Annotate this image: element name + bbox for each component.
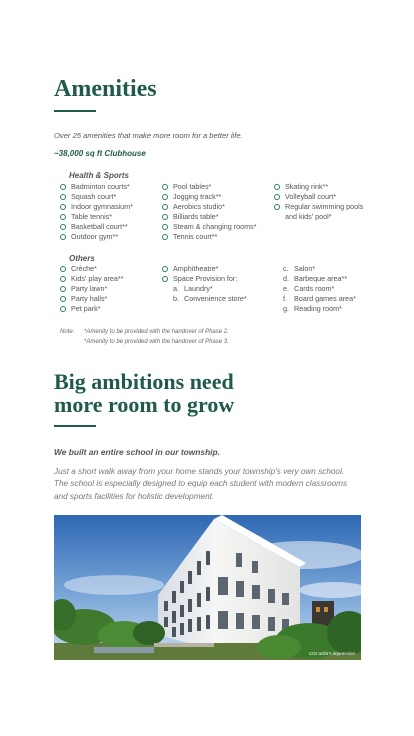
school-title-line-2: more room to grow [54,392,235,417]
circle-bullet-icon [60,224,66,230]
others-col-3 [283,264,356,314]
list-item: Volleyball court* [274,192,363,202]
others-col-1 [60,264,124,314]
list-item: Amphitheatre* [162,264,247,274]
circle-bullet-icon [162,234,168,240]
sub-list-item: e. Cards room* [283,283,335,293]
image-caption: CGI artist's impression [308,651,355,656]
title-rule [54,110,96,112]
note-phase-3: *Amenity to be provided with the handover of Phase 3. [84,339,229,345]
circle-bullet-icon [60,286,66,292]
list-item: Regular swimming pools [274,202,363,212]
sub-list-item: g. Reading room* [283,303,342,313]
school-building-image [54,515,361,660]
note-phase-2: *Amenity to be provided with the handover of Phase 2. [84,329,229,335]
list-item: Crèche* [60,264,124,274]
note-label: Note: [60,329,75,335]
circle-bullet-icon [274,184,280,190]
list-item: Steam & changing rooms* [162,222,257,232]
list-item: Party halls* [60,294,124,304]
list-item: Skating rink** [274,182,363,192]
circle-bullet-icon [162,204,168,210]
list-item: Space Provision for: [162,274,247,284]
list-item: Jogging track** [162,192,257,202]
others-heading: Others [69,254,95,263]
circle-bullet-icon [162,214,168,220]
health-col-2 [162,182,257,241]
clubhouse-size: ~38,000 sq ft Clubhouse [54,149,146,158]
circle-bullet-icon [274,204,280,210]
list-item: Pool tables* [162,182,257,192]
amenities-title: Amenities [54,76,157,102]
list-item: Billiards table* [162,212,257,222]
circle-bullet-icon [60,296,66,302]
circle-bullet-icon [60,214,66,220]
school-title-line-1: Big ambitions need [54,369,234,394]
circle-bullet-icon [60,234,66,240]
others-col-2 [162,264,247,304]
list-item: Party lawn* [60,284,124,294]
school-title [54,370,234,416]
circle-bullet-icon [162,194,168,200]
circle-bullet-icon [162,224,168,230]
list-item-continued: and kids' pool* [285,211,332,221]
circle-bullet-icon [162,276,168,282]
circle-bullet-icon [60,306,66,312]
list-item: Squash court* [60,192,133,202]
circle-bullet-icon [60,266,66,272]
circle-bullet-icon [162,184,168,190]
list-item: Table tennis* [60,212,133,222]
list-item: Kids' play area** [60,274,124,284]
sub-list-item: a. Laundry* [173,283,213,293]
health-col-3 [274,182,363,222]
sub-list-item: c. Salon* [283,264,316,273]
health-sports-heading: Health & Sports [69,171,130,180]
list-item: Indoor gymnasium* [60,202,133,212]
amenities-subtitle: Over 25 amenities that make more room for a better life. [54,131,243,140]
circle-bullet-icon [274,194,280,200]
school-lead: We built an entire school in our township. [54,447,220,457]
sub-list-item: b. Convenience store* [173,293,247,303]
sub-list-item: d. Barbeque area** [283,273,348,283]
sub-list-item: f. Board games area* [283,293,356,303]
health-col-1 [60,182,133,241]
list-item: Outdoor gym** [60,232,133,242]
list-item: Basketball court** [60,222,133,232]
circle-bullet-icon [60,194,66,200]
circle-bullet-icon [60,184,66,190]
school-paragraph: Just a short walk away from your home stands your township's very own school. The school is especially designed to equip each student with modern classrooms and sports facilities for holistic development. [54,467,348,501]
list-item: Badminton courts* [60,182,133,192]
list-item: Tennis court** [162,232,257,242]
circle-bullet-icon [60,276,66,282]
list-item: Pet park* [60,304,124,314]
circle-bullet-icon [162,266,168,272]
list-item: Aerobics studio* [162,202,257,212]
circle-bullet-icon [60,204,66,210]
section-rule [54,425,96,427]
